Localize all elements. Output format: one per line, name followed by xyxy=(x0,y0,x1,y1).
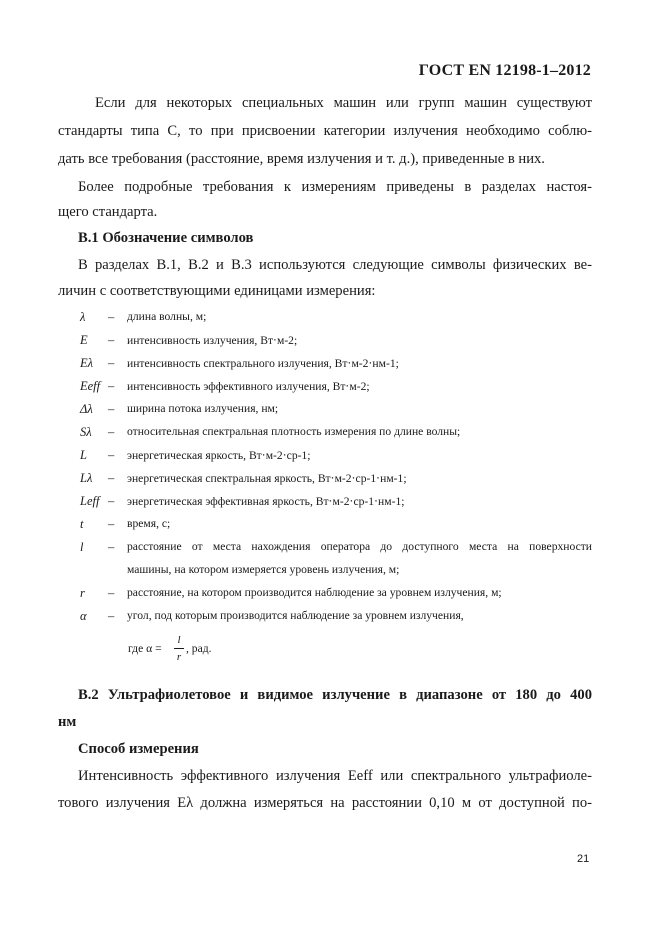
document-code: ГОСТ EN 12198-1–2012 xyxy=(418,62,591,79)
angle-formula xyxy=(128,633,248,667)
symbol: Eλ xyxy=(80,356,94,370)
dash: – xyxy=(108,609,115,623)
dash: – xyxy=(108,379,115,393)
symbol-description: угол, под которым производится наблюдение за уровнем излучения, xyxy=(127,609,464,622)
symbol: Δλ xyxy=(80,402,93,416)
symbol-description: расстояние, на котором производится наблюдение за уровнем излучения, м; xyxy=(127,586,502,599)
symbol-description: относительная спектральная плотность измерения по длине волны; xyxy=(127,425,461,438)
symbol: λ xyxy=(80,310,86,324)
symbol: E xyxy=(80,333,88,347)
symbol-description: длина волны, м; xyxy=(127,310,207,323)
fraction-bar xyxy=(174,648,184,649)
fraction-denominator: r xyxy=(176,651,182,663)
dash: – xyxy=(108,356,115,370)
formula-prefix: где α = xyxy=(128,642,162,655)
symbol: L xyxy=(80,448,87,462)
section-heading-b1: В.1 Обозначение символов xyxy=(78,230,254,246)
dash: – xyxy=(108,425,115,439)
dash: – xyxy=(108,540,115,554)
symbol: r xyxy=(80,586,85,600)
symbol-description: ширина потока излучения, нм; xyxy=(127,402,279,415)
symbol-description: машины, на котором измеряется уровень излучения, м; xyxy=(127,563,400,576)
paragraph-line: В разделах В.1, В.2 и В.3 используются следующие символы физических ве- xyxy=(78,257,592,273)
symbol: Leff xyxy=(80,494,100,508)
section-heading-b2-continuation: нм xyxy=(58,714,77,730)
dash: – xyxy=(108,494,115,508)
dash: – xyxy=(108,517,115,531)
symbol: Sλ xyxy=(80,425,92,439)
paragraph-line: тового излучения Eλ должна измеряться на расстоянии 0,10 м от доступной по- xyxy=(58,795,592,811)
formula-suffix: , рад. xyxy=(186,642,212,655)
paragraph-line: стандарты типа С, то при присвоении категории излучения необходимо соблю- xyxy=(58,123,592,139)
symbol-description: интенсивность эффективного излучения, Вт⋅м-2; xyxy=(127,380,370,393)
fraction-numerator: l xyxy=(177,634,181,646)
symbol-description: энергетическая яркость, Вт⋅м-2⋅ср-1; xyxy=(127,449,311,462)
symbol-description: энергетическая эффективная яркость, Вт⋅м-2⋅ср-1⋅нм-1; xyxy=(127,495,405,508)
section-heading-b2: В.2 Ультрафиолетовое и видимое излучение в диапазоне от 180 до 400 xyxy=(78,687,592,703)
symbol-description: расстояние от места нахождения оператора до доступного места на поверхности xyxy=(127,540,592,553)
paragraph-line: Если для некоторых специальных машин или групп машин существуют xyxy=(95,95,592,111)
symbol: l xyxy=(80,540,84,554)
symbol: Eeff xyxy=(80,379,101,393)
symbol: Lλ xyxy=(80,471,93,485)
symbol-description: время, с; xyxy=(127,517,171,530)
symbol-description: интенсивность спектрального излучения, Вт⋅м-2⋅нм-1; xyxy=(127,357,399,370)
paragraph-line: Интенсивность эффективного излучения Eeff или спектрального ультрафиоле- xyxy=(78,768,592,784)
symbol: t xyxy=(80,517,84,531)
page-number: 21 xyxy=(577,853,590,865)
formula-fraction xyxy=(172,633,186,664)
symbol-description: энергетическая спектральная яркость, Вт⋅м-2⋅ср-1⋅нм-1; xyxy=(127,472,407,485)
paragraph-line: Более подробные требования к измерениям приведены в разделах настоя- xyxy=(78,179,592,195)
dash: – xyxy=(108,402,115,416)
paragraph-line: дать все требования (расстояние, время излучения и т. д.), приведенные в них. xyxy=(58,151,545,167)
dash: – xyxy=(108,586,115,600)
symbol-description: интенсивность излучения, Вт⋅м-2; xyxy=(127,334,298,347)
paragraph-line: щего стандарта. xyxy=(58,204,158,220)
dash: – xyxy=(108,471,115,485)
symbol: α xyxy=(80,609,87,623)
dash: – xyxy=(108,333,115,347)
dash: – xyxy=(108,310,115,324)
subheading-method: Способ измерения xyxy=(78,741,199,757)
paragraph-line: личин с соответствующими единицами измерения: xyxy=(58,283,376,299)
dash: – xyxy=(108,448,115,462)
